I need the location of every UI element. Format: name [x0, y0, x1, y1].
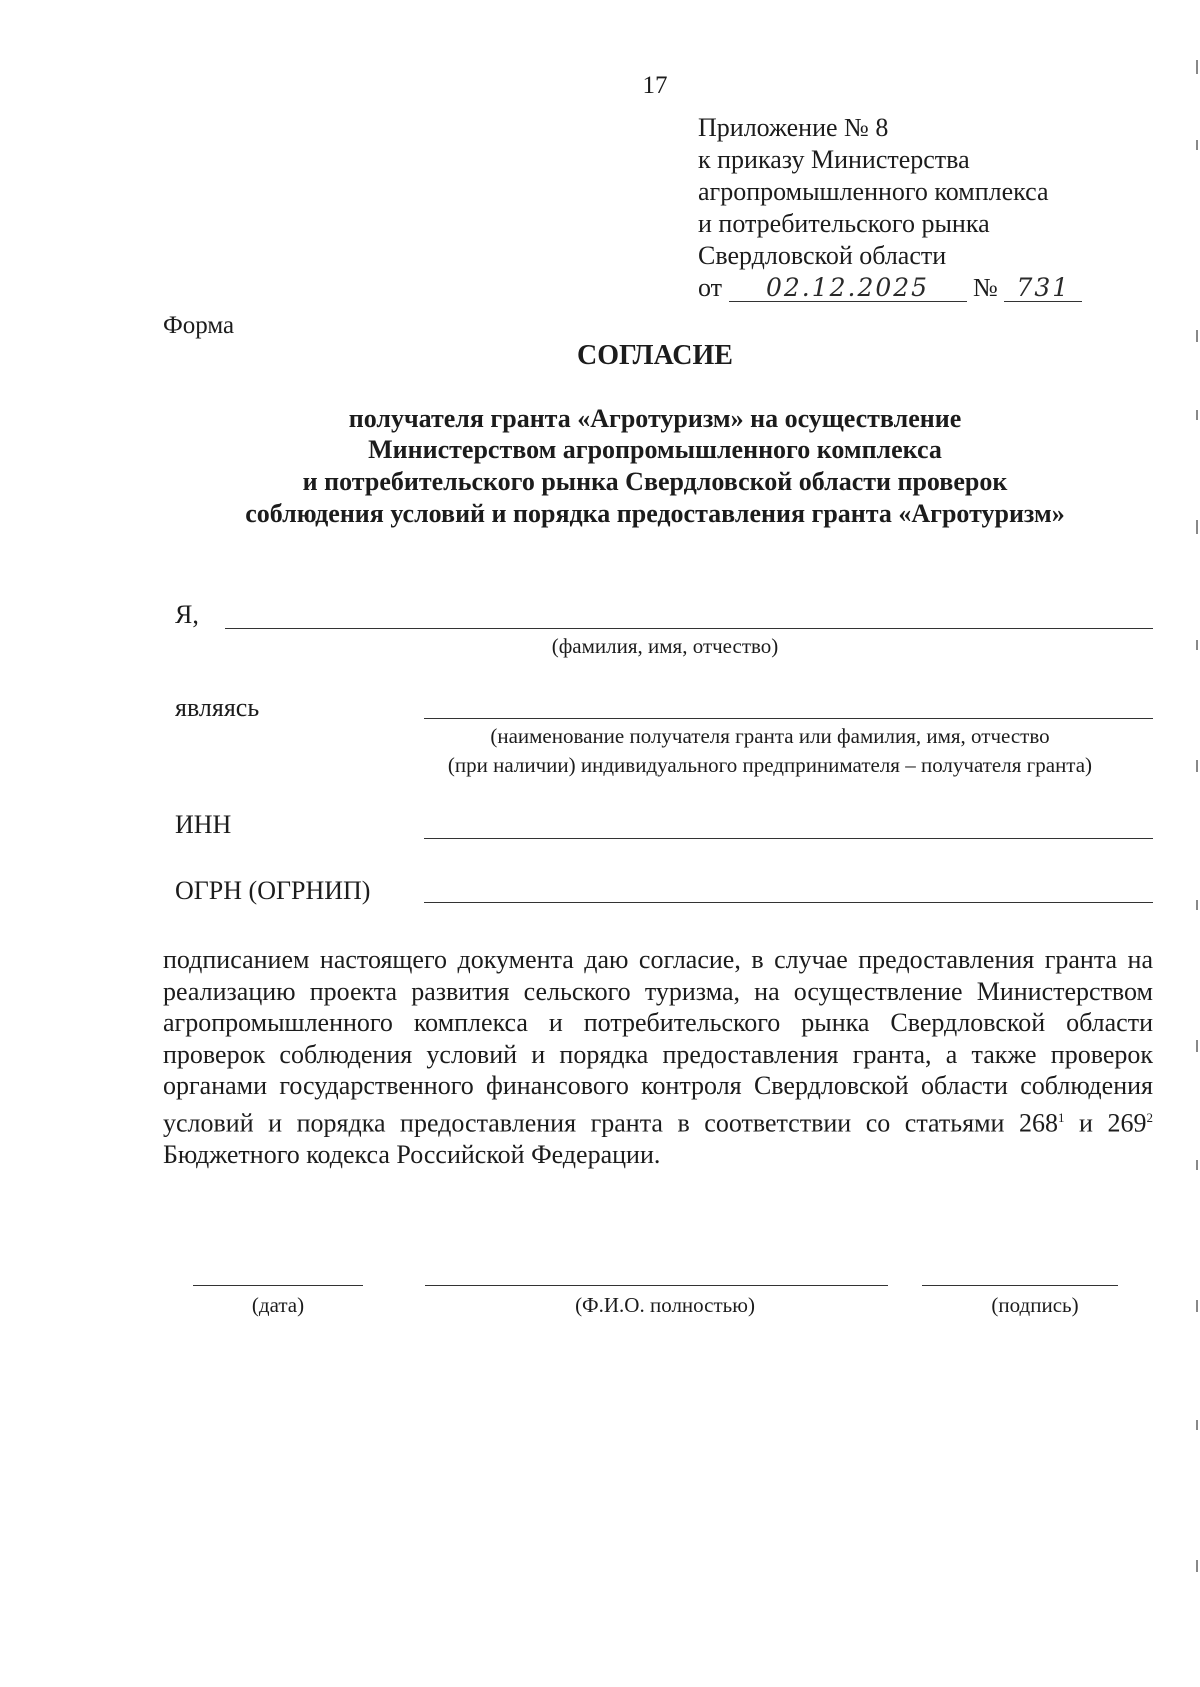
appendix-line-4: и потребительского рынка	[698, 209, 990, 238]
appendix-line-2: к приказу Министерства	[698, 145, 970, 174]
number-prefix: №	[973, 273, 998, 302]
article-269-superscript: 2	[1146, 1109, 1154, 1125]
fio-caption: (Ф.И.О. полностью)	[575, 1293, 755, 1317]
name-input-line[interactable]	[225, 628, 1153, 629]
body-part-2: и 269	[1064, 1108, 1147, 1138]
sign-caption: (подпись)	[991, 1293, 1079, 1317]
body-part-3: Бюджетного кодекса Российской Федерации.	[163, 1139, 661, 1169]
ogrn-input-line[interactable]	[424, 902, 1153, 903]
date-signature-line[interactable]	[193, 1285, 363, 1286]
sign-signature-line[interactable]	[922, 1285, 1118, 1286]
being-label: являясь	[175, 693, 260, 722]
date-caption: (дата)	[251, 1293, 305, 1317]
consent-paragraph	[163, 944, 1153, 1170]
document-heading: СОГЛАСИЕ	[577, 340, 733, 371]
appendix-block	[698, 112, 1082, 304]
ogrn-label: ОГРН (ОГРНИП)	[175, 876, 371, 905]
date-prefix: от	[698, 273, 723, 302]
name-caption: (фамилия, имя, отчество)	[551, 634, 779, 658]
page-number: 17	[642, 72, 668, 99]
appendix-line-3: агропромышленного комплекса	[698, 177, 1049, 206]
appendix-date-line	[698, 272, 1082, 304]
recipient-caption-2: (при наличии) индивидуального предпринимателя – получателя гранта)	[447, 753, 1093, 777]
title-line-4: соблюдения условий и порядка предоставления гранта «Агротуризм»	[245, 499, 1065, 528]
order-number-handwritten: 731	[1004, 275, 1082, 302]
name-label: Я,	[175, 600, 199, 629]
inn-input-line[interactable]	[424, 838, 1153, 839]
order-date-handwritten: 02.12.2025	[729, 275, 967, 302]
title-line-1: получателя гранта «Агротуризм» на осуществление	[348, 404, 962, 433]
form-label: Форма	[163, 312, 235, 339]
fio-signature-line[interactable]	[425, 1285, 888, 1286]
appendix-line-5: Свердловской области	[698, 241, 947, 270]
appendix-line-1: Приложение № 8	[698, 113, 889, 142]
inn-label: ИНН	[175, 810, 232, 839]
article-268-superscript: 1	[1058, 1109, 1065, 1125]
recipient-caption-1: (наименование получателя гранта или фамилия, имя, отчество	[490, 724, 1050, 748]
body-part-1: подписанием настоящего документа даю согласие, в случае предоставления гранта на реализацию проекта развития сельского туризма, на осуществление Министерством агропромышленного комплекса и потребительского рынка Свердловской области проверок соблюдения условий и порядка предоставления гранта, а также проверок органами государственного финансового контроля Свердловской области соблюдения условий и порядка предоставления гранта в соответствии со статьями 268	[163, 945, 1153, 1138]
title-line-3: и потребительского рынка Свердловской области проверок	[302, 467, 1008, 496]
recipient-input-line[interactable]	[424, 718, 1153, 719]
title-line-2: Министерством агропромышленного комплекса	[368, 435, 942, 464]
